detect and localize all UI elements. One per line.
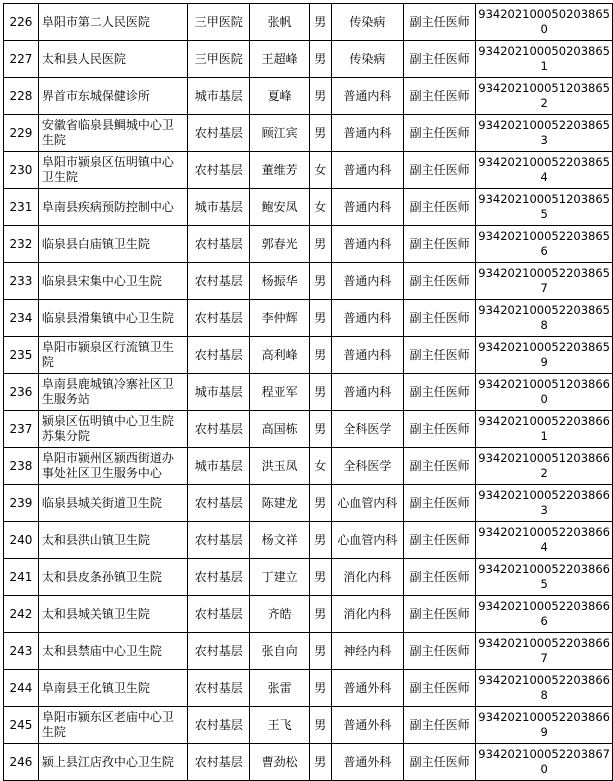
hospital-level-cell: 城市基层 — [188, 374, 250, 411]
doctor-sex-cell: 男 — [309, 707, 331, 744]
doctor-sex-cell: 男 — [309, 633, 331, 670]
table-row — [4, 226, 613, 263]
hospital-level-cell: 农村基层 — [188, 559, 250, 596]
row-number-cell: 238 — [4, 448, 39, 485]
hospital-name-cell: 阜南县疾病预防控制中心 — [38, 189, 187, 226]
doctor-list-table — [3, 3, 613, 781]
hospital-level-cell: 城市基层 — [188, 189, 250, 226]
hospital-level-cell: 三甲医院 — [188, 4, 250, 41]
table-row — [4, 263, 613, 300]
doctor-name-cell: 曹劲松 — [250, 744, 309, 781]
hospital-level-cell: 城市基层 — [188, 78, 250, 115]
doctor-name-cell: 鲍安凤 — [250, 189, 309, 226]
row-number-cell: 243 — [4, 633, 39, 670]
department-cell: 普通内科 — [331, 300, 403, 337]
row-number-cell: 233 — [4, 263, 39, 300]
hospital-level-cell: 农村基层 — [188, 263, 250, 300]
doctor-sex-cell: 男 — [309, 559, 331, 596]
doctor-name-cell: 杨文祥 — [250, 522, 309, 559]
professional-title-cell: 副主任医师 — [404, 411, 476, 448]
certificate-number-cell: 934202100052203866​3 — [476, 485, 613, 522]
hospital-level-cell: 农村基层 — [188, 633, 250, 670]
certificate-number-cell: 934202100052203865​3 — [476, 115, 613, 152]
department-cell: 普通内科 — [331, 337, 403, 374]
hospital-name-cell: 颍泉区伍明镇中心卫生院苏集分院 — [38, 411, 187, 448]
certificate-number-cell: 934202100052203866​5 — [476, 559, 613, 596]
doctor-name-cell: 洪玉凤 — [250, 448, 309, 485]
department-cell: 普通内科 — [331, 115, 403, 152]
certificate-number-cell: 934202100052203865​6 — [476, 226, 613, 263]
hospital-level-cell: 农村基层 — [188, 300, 250, 337]
doctor-sex-cell: 男 — [309, 596, 331, 633]
doctor-name-cell: 郭春光 — [250, 226, 309, 263]
table-row — [4, 596, 613, 633]
hospital-name-cell: 阜阳市颍东区老庙中心卫生院 — [38, 707, 187, 744]
doctor-sex-cell: 男 — [309, 41, 331, 78]
row-number-cell: 229 — [4, 115, 39, 152]
hospital-name-cell: 太和县皮条孙镇卫生院 — [38, 559, 187, 596]
doctor-name-cell: 程亚军 — [250, 374, 309, 411]
hospital-name-cell: 临泉县宋集中心卫生院 — [38, 263, 187, 300]
row-number-cell: 242 — [4, 596, 39, 633]
row-number-cell: 245 — [4, 707, 39, 744]
department-cell: 普通内科 — [331, 263, 403, 300]
table-row — [4, 78, 613, 115]
doctor-sex-cell: 男 — [309, 744, 331, 781]
doctor-sex-cell: 男 — [309, 374, 331, 411]
hospital-level-cell: 农村基层 — [188, 337, 250, 374]
table-row — [4, 559, 613, 596]
hospital-name-cell: 界首市东城保健诊所 — [38, 78, 187, 115]
certificate-number-cell: 934202100052203865​4 — [476, 152, 613, 189]
certificate-number-cell: 934202100052203866​6 — [476, 596, 613, 633]
table-row — [4, 633, 613, 670]
table-row — [4, 300, 613, 337]
hospital-name-cell: 颍上县江店孜中心卫生院 — [38, 744, 187, 781]
table-row — [4, 152, 613, 189]
hospital-name-cell: 临泉县城关街道卫生院 — [38, 485, 187, 522]
department-cell: 消化内科 — [331, 559, 403, 596]
professional-title-cell: 副主任医师 — [404, 633, 476, 670]
doctor-name-cell: 张自向 — [250, 633, 309, 670]
table-row — [4, 485, 613, 522]
table-row — [4, 337, 613, 374]
certificate-number-cell: 934202100050203865​1 — [476, 41, 613, 78]
certificate-number-cell: 934202100052203866​8 — [476, 670, 613, 707]
department-cell: 普通外科 — [331, 707, 403, 744]
doctor-name-cell: 张帆 — [250, 4, 309, 41]
professional-title-cell: 副主任医师 — [404, 670, 476, 707]
certificate-number-cell: 934202100052203865​7 — [476, 263, 613, 300]
row-number-cell: 228 — [4, 78, 39, 115]
row-number-cell: 227 — [4, 41, 39, 78]
table-row — [4, 4, 613, 41]
row-number-cell: 244 — [4, 670, 39, 707]
certificate-number-cell: 934202100051203866​2 — [476, 448, 613, 485]
department-cell: 心血管内科 — [331, 485, 403, 522]
table-row — [4, 189, 613, 226]
professional-title-cell: 副主任医师 — [404, 152, 476, 189]
row-number-cell: 241 — [4, 559, 39, 596]
table-row — [4, 411, 613, 448]
professional-title-cell: 副主任医师 — [404, 559, 476, 596]
hospital-level-cell: 农村基层 — [188, 485, 250, 522]
doctor-name-cell: 顾江宾 — [250, 115, 309, 152]
row-number-cell: 231 — [4, 189, 39, 226]
row-number-cell: 236 — [4, 374, 39, 411]
professional-title-cell: 副主任医师 — [404, 226, 476, 263]
certificate-number-cell: 934202100052203866​7 — [476, 633, 613, 670]
doctor-sex-cell: 男 — [309, 337, 331, 374]
row-number-cell: 239 — [4, 485, 39, 522]
professional-title-cell: 副主任医师 — [404, 263, 476, 300]
hospital-name-cell: 太和县人民医院 — [38, 41, 187, 78]
professional-title-cell: 副主任医师 — [404, 707, 476, 744]
hospital-level-cell: 三甲医院 — [188, 41, 250, 78]
certificate-number-cell: 934202100052203865​8 — [476, 300, 613, 337]
department-cell: 神经内科 — [331, 633, 403, 670]
table-row — [4, 670, 613, 707]
certificate-number-cell: 934202100052203866​4 — [476, 522, 613, 559]
doctor-sex-cell: 女 — [309, 448, 331, 485]
hospital-level-cell: 农村基层 — [188, 226, 250, 263]
doctor-name-cell: 陈建龙 — [250, 485, 309, 522]
doctor-name-cell: 董维芳 — [250, 152, 309, 189]
professional-title-cell: 副主任医师 — [404, 744, 476, 781]
department-cell: 传染病 — [331, 4, 403, 41]
certificate-number-cell: 934202100051203865​5 — [476, 189, 613, 226]
professional-title-cell: 副主任医师 — [404, 78, 476, 115]
professional-title-cell: 副主任医师 — [404, 4, 476, 41]
hospital-level-cell: 农村基层 — [188, 596, 250, 633]
department-cell: 普通外科 — [331, 744, 403, 781]
hospital-name-cell: 阜南县王化镇卫生院 — [38, 670, 187, 707]
certificate-number-cell: 934202100052203866​9 — [476, 707, 613, 744]
table-row — [4, 448, 613, 485]
table-body — [4, 4, 613, 781]
table-row — [4, 374, 613, 411]
doctor-sex-cell: 男 — [309, 226, 331, 263]
table-row — [4, 115, 613, 152]
department-cell: 普通外科 — [331, 670, 403, 707]
hospital-name-cell: 太和县洪山镇卫生院 — [38, 522, 187, 559]
doctor-sex-cell: 男 — [309, 78, 331, 115]
hospital-name-cell: 安徽省临泉县鲷城中心卫生院 — [38, 115, 187, 152]
professional-title-cell: 副主任医师 — [404, 337, 476, 374]
hospital-level-cell: 农村基层 — [188, 411, 250, 448]
doctor-sex-cell: 男 — [309, 300, 331, 337]
doctor-name-cell: 齐皓 — [250, 596, 309, 633]
doctor-sex-cell: 男 — [309, 4, 331, 41]
row-number-cell: 237 — [4, 411, 39, 448]
professional-title-cell: 副主任医师 — [404, 41, 476, 78]
professional-title-cell: 副主任医师 — [404, 522, 476, 559]
professional-title-cell: 副主任医师 — [404, 448, 476, 485]
doctor-sex-cell: 男 — [309, 522, 331, 559]
doctor-sex-cell: 女 — [309, 189, 331, 226]
doctor-name-cell: 高利峰 — [250, 337, 309, 374]
doctor-sex-cell: 女 — [309, 152, 331, 189]
professional-title-cell: 副主任医师 — [404, 189, 476, 226]
hospital-name-cell: 太和县禁庙中心卫生院 — [38, 633, 187, 670]
department-cell: 普通内科 — [331, 78, 403, 115]
row-number-cell: 226 — [4, 4, 39, 41]
certificate-number-cell: 934202100050203865​0 — [476, 4, 613, 41]
hospital-name-cell: 临泉县滑集镇中心卫生院 — [38, 300, 187, 337]
hospital-level-cell: 农村基层 — [188, 670, 250, 707]
row-number-cell: 230 — [4, 152, 39, 189]
table-row — [4, 522, 613, 559]
certificate-number-cell: 934202100052203867​0 — [476, 744, 613, 781]
doctor-name-cell: 王超峰 — [250, 41, 309, 78]
doctor-name-cell: 杨振华 — [250, 263, 309, 300]
table-row — [4, 744, 613, 781]
hospital-level-cell: 农村基层 — [188, 152, 250, 189]
hospital-level-cell: 农村基层 — [188, 522, 250, 559]
hospital-level-cell: 农村基层 — [188, 115, 250, 152]
doctor-name-cell: 夏峰 — [250, 78, 309, 115]
doctor-name-cell: 高国栋 — [250, 411, 309, 448]
row-number-cell: 232 — [4, 226, 39, 263]
row-number-cell: 234 — [4, 300, 39, 337]
department-cell: 普通内科 — [331, 152, 403, 189]
doctor-name-cell: 丁建立 — [250, 559, 309, 596]
department-cell: 全科医学 — [331, 448, 403, 485]
certificate-number-cell: 934202100051203866​0 — [476, 374, 613, 411]
hospital-name-cell: 阜南县鹿城镇冷寨社区卫生服务站 — [38, 374, 187, 411]
certificate-number-cell: 934202100051203865​2 — [476, 78, 613, 115]
professional-title-cell: 副主任医师 — [404, 485, 476, 522]
row-number-cell: 246 — [4, 744, 39, 781]
doctor-sex-cell: 男 — [309, 115, 331, 152]
department-cell: 普通内科 — [331, 226, 403, 263]
row-number-cell: 235 — [4, 337, 39, 374]
table-row — [4, 41, 613, 78]
hospital-level-cell: 城市基层 — [188, 448, 250, 485]
professional-title-cell: 副主任医师 — [404, 115, 476, 152]
department-cell: 消化内科 — [331, 596, 403, 633]
hospital-level-cell: 农村基层 — [188, 744, 250, 781]
doctor-name-cell: 王飞 — [250, 707, 309, 744]
hospital-name-cell: 阜阳市第二人民医院 — [38, 4, 187, 41]
department-cell: 传染病 — [331, 41, 403, 78]
department-cell: 普通内科 — [331, 374, 403, 411]
department-cell: 普通内科 — [331, 189, 403, 226]
hospital-name-cell: 临泉县白庙镇卫生院 — [38, 226, 187, 263]
table-row — [4, 707, 613, 744]
row-number-cell: 240 — [4, 522, 39, 559]
doctor-name-cell: 李仲辉 — [250, 300, 309, 337]
hospital-name-cell: 阜阳市颍州区颍西街道办事处社区卫生服务中心 — [38, 448, 187, 485]
doctor-name-cell: 张雷 — [250, 670, 309, 707]
hospital-level-cell: 农村基层 — [188, 707, 250, 744]
hospital-name-cell: 太和县城关镇卫生院 — [38, 596, 187, 633]
professional-title-cell: 副主任医师 — [404, 300, 476, 337]
hospital-name-cell: 阜阳市颍泉区伍明镇中心卫生院 — [38, 152, 187, 189]
doctor-sex-cell: 男 — [309, 411, 331, 448]
hospital-name-cell: 阜阳市颍泉区行流镇卫生院 — [38, 337, 187, 374]
department-cell: 全科医学 — [331, 411, 403, 448]
certificate-number-cell: 934202100052203865​9 — [476, 337, 613, 374]
doctor-sex-cell: 男 — [309, 263, 331, 300]
certificate-number-cell: 934202100052203866​1 — [476, 411, 613, 448]
doctor-sex-cell: 男 — [309, 485, 331, 522]
professional-title-cell: 副主任医师 — [404, 374, 476, 411]
professional-title-cell: 副主任医师 — [404, 596, 476, 633]
department-cell: 心血管内科 — [331, 522, 403, 559]
doctor-sex-cell: 男 — [309, 670, 331, 707]
